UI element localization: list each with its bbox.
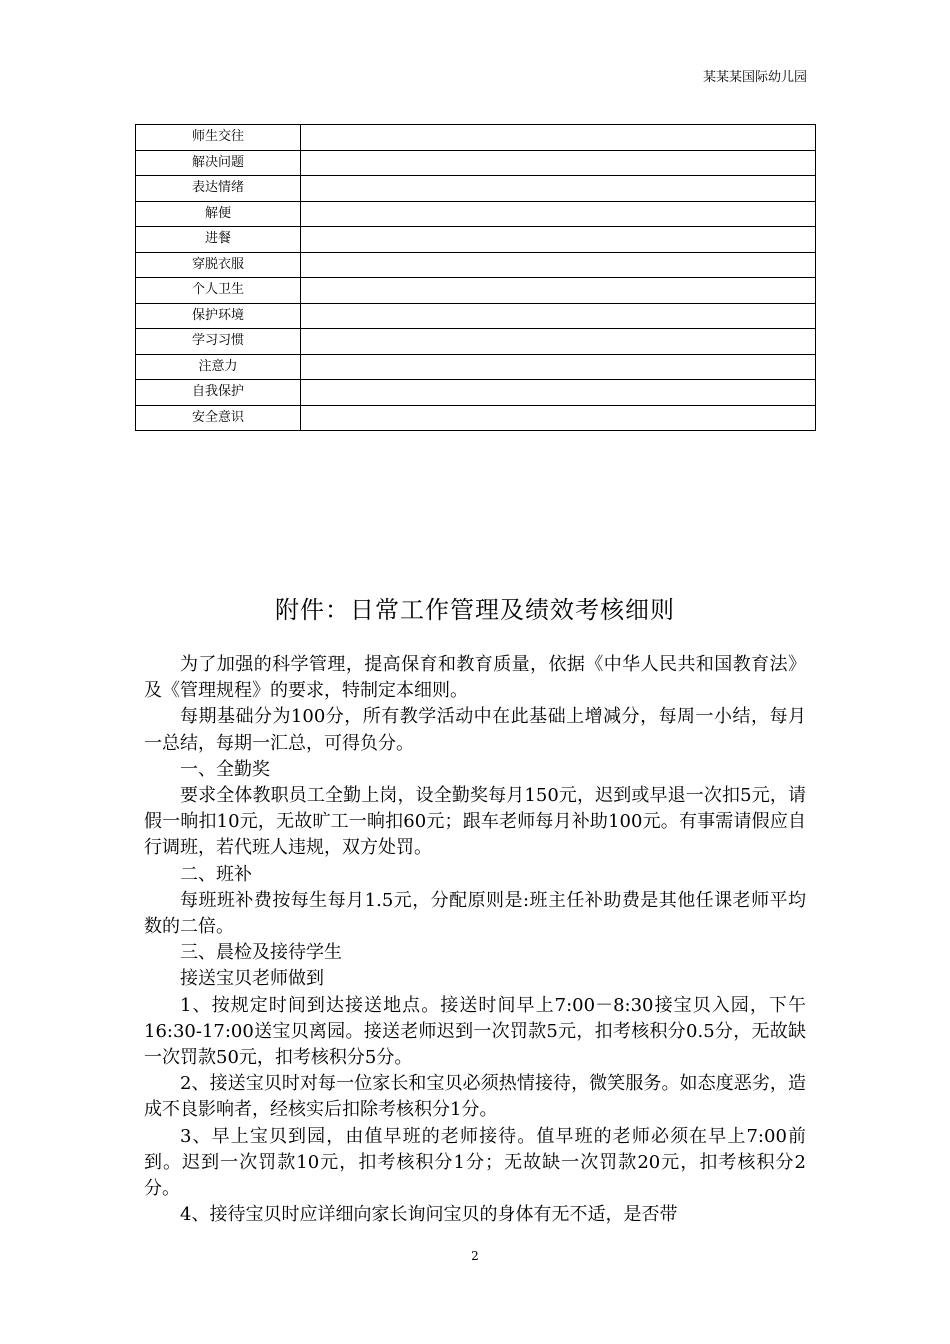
table-cell-empty xyxy=(301,405,816,431)
table-row xyxy=(136,329,816,355)
table-cell-empty xyxy=(301,380,816,406)
paragraph: 2、接送宝贝时对每一位家长和宝贝必须热情接待，微笑服务。如态度恶劣，造成不良影响者，经核实后扣除考核积分1分。 xyxy=(144,1073,806,1121)
table-row xyxy=(136,150,816,176)
table-cell-empty xyxy=(301,125,816,151)
paragraph: 1、按规定时间到达接送地点。接送时间早上7:00－8:30接宝贝入园，下午16:30-17:00送宝贝离园。接送老师迟到一次罚款5元，扣考核积分0.5分，无故缺一次罚款50元，扣考核积分5分。 xyxy=(144,994,806,1069)
section-heading: 一、全勤奖 xyxy=(180,758,270,780)
table-row-label: 进餐 xyxy=(136,227,301,253)
table-cell-empty xyxy=(301,329,816,355)
table-row-label: 穿脱衣服 xyxy=(136,252,301,278)
table-row-label: 安全意识 xyxy=(136,405,301,431)
evaluation-table xyxy=(135,124,816,431)
table-row xyxy=(136,405,816,431)
table-row xyxy=(136,303,816,329)
table-cell-empty xyxy=(301,252,816,278)
paragraph: 每班班补费按每生每月1.5元，分配原则是:班主任补助费是其他任课老师平均数的二倍。 xyxy=(144,889,806,938)
table-row-label: 解决问题 xyxy=(136,150,301,176)
table-row xyxy=(136,380,816,406)
table-row-label: 师生交往 xyxy=(136,125,301,151)
table-row xyxy=(136,278,816,304)
paragraph: 接送宝贝老师做到 xyxy=(180,968,324,990)
table-row xyxy=(136,227,816,253)
table-row-label: 学习习惯 xyxy=(136,329,301,355)
table-row xyxy=(136,176,816,202)
table-row-label: 表达情绪 xyxy=(136,176,301,202)
table-row-label: 自我保护 xyxy=(136,380,301,406)
page-number: 2 xyxy=(471,1249,479,1263)
document-title: 附件：日常工作管理及绩效考核细则 xyxy=(275,596,675,624)
table-cell-empty xyxy=(301,201,816,227)
header-org-name: 某某某国际幼儿园 xyxy=(702,70,807,85)
paragraph: 要求全体教职员工全勤上岗，设全勤奖每月150元，迟到或早退一次扣5元，请假一晌扣10元，无故旷工一晌扣60元；跟车老师每月补助100元。有事需请假应自行调班，若代班人违规，双方处罚。 xyxy=(144,785,806,859)
table-cell-empty xyxy=(301,303,816,329)
document-body xyxy=(144,652,806,1228)
paragraph: 4、接待宝贝时应详细向家长询问宝贝的身体有无不适，是否带 xyxy=(180,1204,678,1226)
table-row-label: 保护环境 xyxy=(136,303,301,329)
paragraph: 为了加强的科学管理，提高保育和教育质量，依据《中华人民共和国教育法》及《管理规程》的要求，特制定本细则。 xyxy=(144,654,806,702)
table-row xyxy=(136,125,816,151)
table-row xyxy=(136,354,816,380)
table-row xyxy=(136,252,816,278)
table-row-label: 解便 xyxy=(136,201,301,227)
table-cell-empty xyxy=(301,354,816,380)
paragraph: 3、早上宝贝到园，由值早班的老师接待。值早班的老师必须在早上7:00前到。迟到一次罚款10元，扣考核积分1分；无故缺一次罚款20元，扣考核积分2分。 xyxy=(144,1125,806,1200)
section-heading: 三、晨检及接待学生 xyxy=(180,942,342,964)
table-row-label: 注意力 xyxy=(136,354,301,380)
table-row xyxy=(136,201,816,227)
paragraph: 每期基础分为100分，所有教学活动中在此基础上增减分，每周一小结，每月一总结，每期一汇总，可得负分。 xyxy=(144,706,806,754)
table-cell-empty xyxy=(301,278,816,304)
table-cell-empty xyxy=(301,227,816,253)
table-cell-empty xyxy=(301,150,816,176)
table-cell-empty xyxy=(301,176,816,202)
table-row-label: 个人卫生 xyxy=(136,278,301,304)
section-heading: 二、班补 xyxy=(180,863,252,885)
